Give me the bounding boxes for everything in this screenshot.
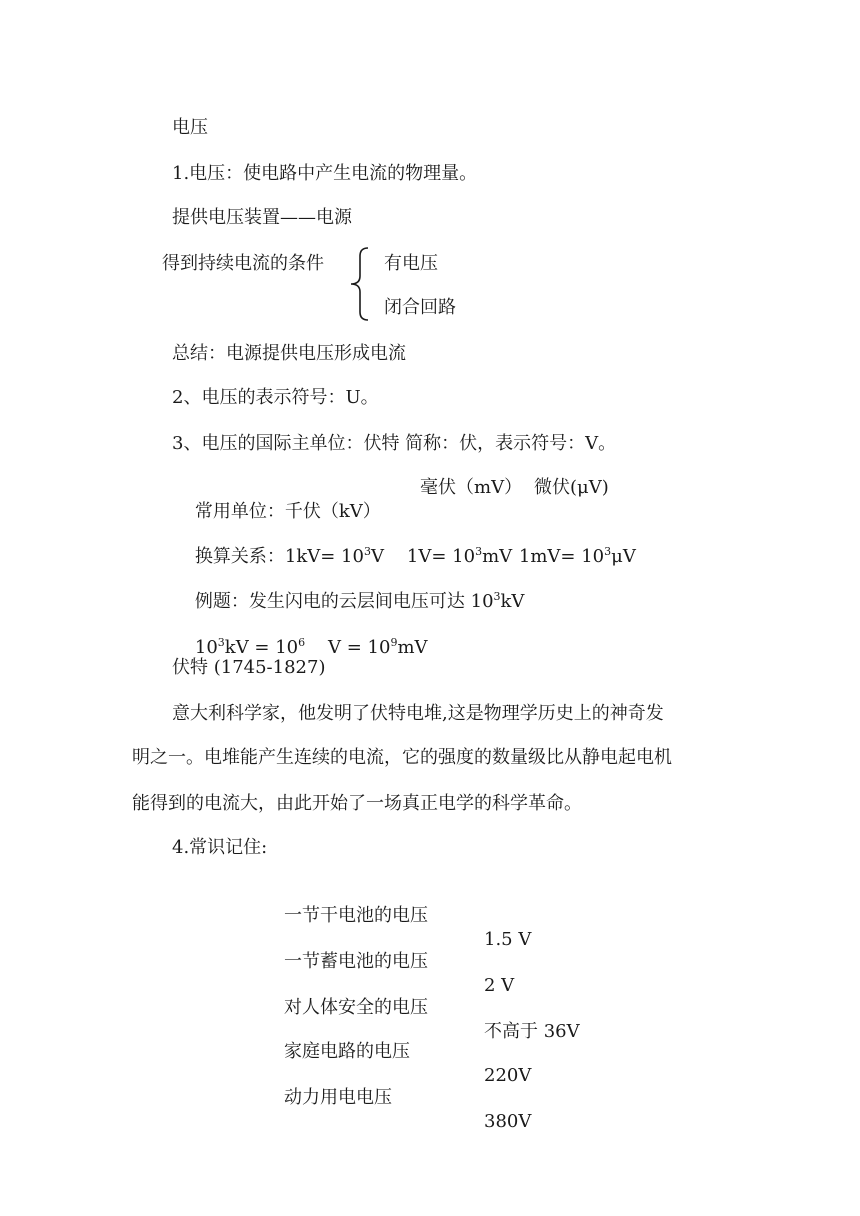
table-value: 2 V [484,975,515,996]
condition-item-voltage: 有电压 [384,253,438,274]
summary-line: 总结：电源提供电压形成电流 [172,343,406,364]
curly-brace-icon [348,246,370,322]
unit-kv: 千伏（kV） [284,501,381,522]
calc-part-1: 10 [194,637,218,658]
conversion-v-unit: mV [482,546,513,567]
conversion-v-exponent: 3 [475,545,483,558]
table-value: 220V [484,1065,532,1086]
table-item: 一节蓄电池的电压 [284,951,428,972]
symbol-line: 2、电压的表示符号：U。 [172,387,379,408]
calc-exponent-1: 3 [217,636,225,649]
common-units-label: 常用单位： [194,501,285,522]
table-item: 家庭电路的电压 [284,1041,410,1062]
paragraph-line-2: 明之一。电堆能产生连续的电流，它的强度的数量级比从静电起电机 [132,747,672,768]
table-value: 不高于 36V [484,1021,580,1042]
calc-part-2: kV = 10 [224,637,299,658]
conversion-label: 换算关系： [194,546,285,567]
unit-mv: 毫伏（mV） [420,477,523,498]
unit-line: 3、电压的国际主单位：伏特 简称：伏，表示符号：V。 [172,433,617,454]
section-title: 电压 [172,117,208,138]
calc-part-4: mV [397,637,428,658]
conversion-mv-base: 1mV= 10 [518,546,605,567]
conversion-kv-unit: V [370,546,384,567]
condition-label: 得到持续电流的条件 [162,253,324,274]
remember-heading: 4.常识记住: [172,837,268,858]
table-value: 380V [484,1111,532,1132]
example-exponent: 3 [493,590,501,603]
calc-part-3: V = 10 [305,637,391,658]
table-item: 对人体安全的电压 [284,997,428,1018]
paragraph-line-3: 能得到的电流大，由此开始了一场真正电学的科学革命。 [132,793,582,814]
unit-uv: 微伏(μV) [534,477,609,498]
table-item: 动力用电电压 [284,1087,392,1108]
volta-heading: 伏特 (1745-1827) [172,657,326,678]
table-row [284,880,532,950]
calc-exponent-2: 6 [298,636,306,649]
table-value: 1.5 V [484,929,532,950]
conversion-mv-exponent: 3 [604,545,612,558]
conversion-v-base: 1V= 10 [406,546,476,567]
conversion-kv-exponent: 3 [363,545,371,558]
definition-line: 1.电压：使电路中产生电流的物理量。 [172,163,478,184]
calc-exponent-3: 9 [390,636,398,649]
example-unit: kV [500,591,525,612]
table-item: 一节干电池的电压 [284,905,428,926]
conversion-mv-unit: μV [611,546,636,567]
paragraph-line-1: 意大利科学家，他发明了伏特电堆,这是物理学历史上的神奇发 [172,703,664,724]
power-source-line: 提供电压装置——电源 [172,207,352,228]
conversion-kv-base: 1kV= 10 [284,546,364,567]
condition-item-closed-circuit: 闭合回路 [384,297,456,318]
example-text: 例题：发生闪电的云层间电压可达 10 [194,591,494,612]
